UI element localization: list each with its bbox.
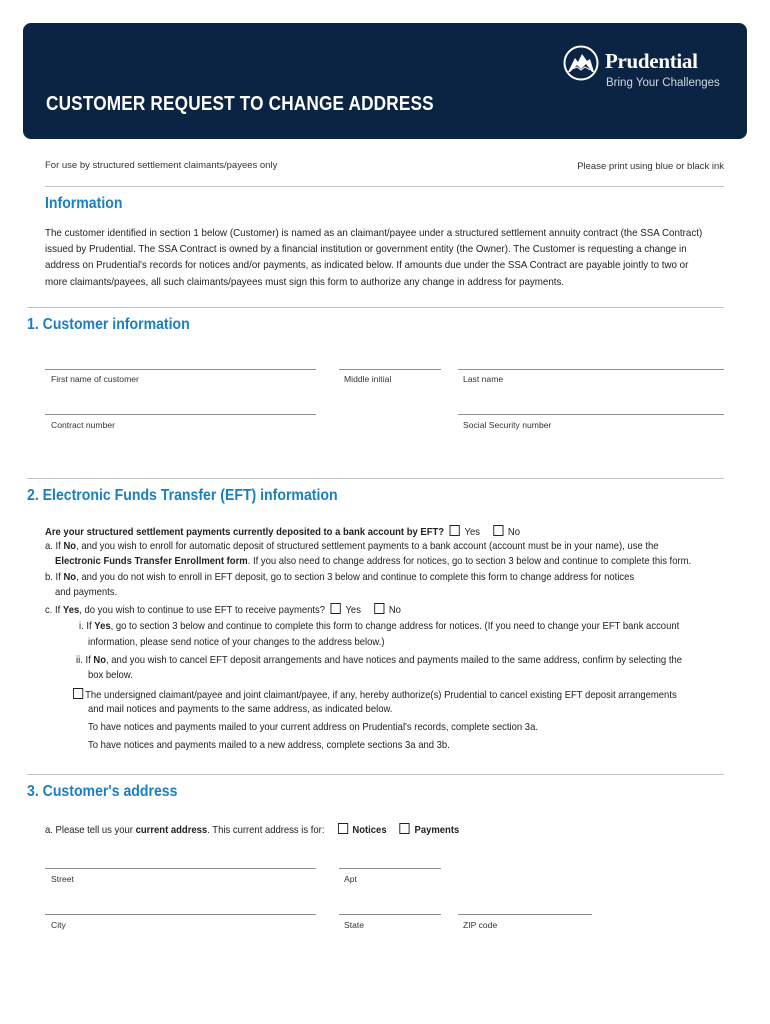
information-heading: Information	[45, 195, 123, 212]
state-field[interactable]	[339, 914, 441, 915]
continue-eft-no-checkbox[interactable]	[374, 603, 384, 614]
city-label: City	[51, 920, 66, 930]
eft-yes-label: Yes	[464, 527, 480, 538]
new-address-instruction: To have notices and payments mailed to a new address, complete sections 3a and 3b.	[88, 740, 450, 751]
section-3-heading: 3. Customer's address	[27, 783, 178, 800]
cancel-eft-line2: and mail notices and payments to the same address, as indicated below.	[88, 704, 393, 715]
cancel-eft-row: The undersigned claimant/payee and joint claimant/payee, if any, hereby authorize(s) Prudential to cancel existing EFT deposit arrangements	[73, 688, 677, 701]
last-name-label: Last name	[463, 374, 504, 384]
last-name-field[interactable]	[458, 369, 724, 370]
prudential-logo	[563, 45, 723, 95]
zip-label: ZIP code	[463, 920, 498, 930]
continue-eft-yes-checkbox[interactable]	[331, 603, 341, 614]
option-a-line2: Electronic Funds Transfer Enrollment form. If you also need to change address for notices, go to section 3 below and continue to complete this form.	[55, 556, 692, 567]
section-1-heading: 1. Customer information	[27, 316, 190, 333]
cancel-eft-checkbox[interactable]	[73, 688, 83, 699]
eft-no-label: No	[507, 527, 521, 538]
option-i-line1: i. If Yes, go to section 3 below and continue to complete this form to change address for notices. (If you need to change your EFT bank account	[79, 621, 680, 632]
first-name-label: First name of customer	[51, 374, 139, 384]
brand-tagline: Bring Your Challenges	[606, 77, 720, 89]
apt-field[interactable]	[339, 868, 441, 869]
divider	[45, 186, 724, 187]
option-ii-line1: ii. If No, and you wish to cancel EFT deposit arrangements and have notices and payments mailed to the same address, confirm by selecting the	[76, 655, 682, 666]
form-header	[23, 23, 747, 139]
street-field[interactable]	[45, 868, 316, 869]
current-address-row: a. Please tell us your current address. This current address is for: Notices Payments	[45, 825, 460, 836]
zip-field[interactable]	[458, 914, 592, 915]
ink-note: Please print using blue or black ink	[577, 161, 724, 172]
first-name-field[interactable]	[45, 369, 316, 370]
current-address-instruction: To have notices and payments mailed to your current address on Prudential's records, complete section 3a.	[88, 722, 538, 733]
middle-initial-field[interactable]	[339, 369, 441, 370]
contract-number-field[interactable]	[45, 414, 316, 415]
contract-number-label: Contract number	[51, 420, 116, 430]
information-text: The customer identified in section 1 below (Customer) is named as an claimant/payee under a structured settlement annuity contract (the SSA Contract) issued by Prudential. The SSA Contract is owned by a financial institution or government entity (the Owner). The Customer is requesting a change in address on Prudential's records for notices and/or payments, as indicated below. If amounts due under the SSA Contract are payable jointly to two or more claimants/payees, all such claimants/payees must sign this form to authorize any change in address for payments.	[45, 228, 703, 288]
notices-checkbox[interactable]	[337, 823, 347, 834]
middle-initial-label: Middle initial	[344, 374, 392, 384]
eft-no-checkbox[interactable]	[493, 525, 503, 536]
street-label: Street	[51, 874, 74, 884]
option-ii-line2: box below.	[88, 670, 133, 681]
eft-question-row	[45, 525, 520, 538]
option-i-line2: information, please send notice of your changes to the address below.)	[88, 637, 385, 648]
page-title: CUSTOMER REQUEST TO CHANGE ADDRESS	[46, 93, 434, 115]
city-field[interactable]	[45, 914, 316, 915]
divider	[27, 307, 724, 308]
brand-name: Prudential	[605, 49, 698, 73]
option-b-line1: b. If No, and you do not wish to enroll in EFT deposit, go to section 3 below and continue to complete this form to change address for notices	[45, 572, 635, 583]
eft-yes-checkbox[interactable]	[450, 525, 460, 536]
payments-checkbox[interactable]	[400, 823, 410, 834]
option-a-line1: a. If No, and you wish to enroll for automatic deposit of structured settlement payments to a bank account (account must be in your name), use the	[45, 541, 659, 552]
option-c-row: c. If Yes, do you wish to continue to use EFT to receive payments? Yes No	[45, 605, 401, 616]
apt-label: Apt	[344, 874, 357, 884]
ssn-label: Social Security number	[463, 420, 552, 430]
divider	[27, 774, 724, 775]
divider	[27, 478, 724, 479]
eft-enrollment-form-link: Electronic Funds Transfer Enrollment form	[55, 556, 248, 567]
option-b-line2: and payments.	[55, 587, 118, 598]
eft-question: Are your structured settlement payments currently deposited to a bank account by EFT?	[45, 527, 445, 538]
ssn-field[interactable]	[458, 414, 724, 415]
state-label: State	[344, 920, 365, 930]
rock-of-gibraltar-icon	[563, 45, 599, 81]
usage-note: For use by structured settlement claimants/payees only	[45, 160, 278, 171]
section-2-heading: 2. Electronic Funds Transfer (EFT) information	[27, 487, 338, 504]
